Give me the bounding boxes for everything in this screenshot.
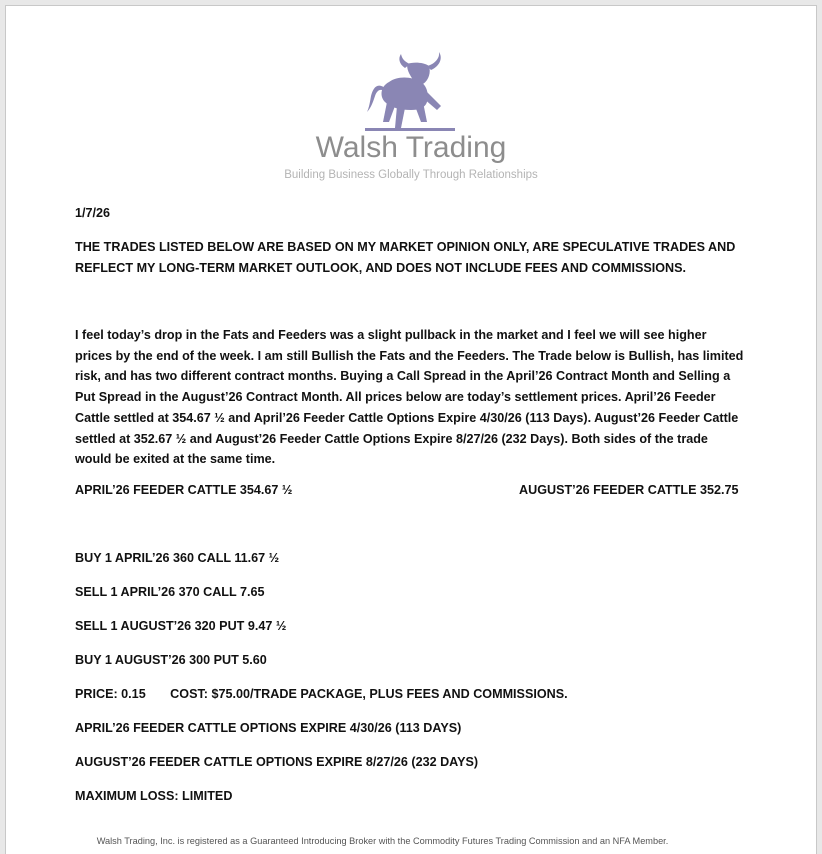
trade-leg: BUY 1 APRIL’26 360 CALL 11.67 ½ <box>75 551 280 565</box>
futures-august-price: AUGUST’26 FEEDER CATTLE 352.75 <box>519 483 739 497</box>
regulatory-footer: Walsh Trading, Inc. is registered as a Guaranteed Introducing Broker with the Commodity Futures Trading Commission and an NFA Member. <box>96 836 669 846</box>
futures-april-price: APRIL’26 FEEDER CATTLE 354.67 ½ <box>75 483 293 497</box>
disclaimer-text: THE TRADES LISTED BELOW ARE BASED ON MY MARKET OPINION ONLY, ARE SPECULATIVE TRADES AND REFLECT MY LONG-TERM MARKET OUTLOOK, AND DOES NOT INCLUDE FEES AND COMMISSIONS. <box>75 240 736 275</box>
document-date: 1/7/26 <box>75 206 111 220</box>
price-cost-line: PRICE: 0.15 COST: $75.00/TRADE PACKAGE, PLUS FEES AND COMMISSIONS. <box>75 687 568 701</box>
market-commentary: I feel today’s drop in the Fats and Feeders was a slight pullback in the market and I feel we will see higher prices by the end of the week. I am still Bullish the Fats and the Feeders. The Trade below is Bullish, has limited risk, and has two different contract months. Buying a Call Spread in the April’26 Contract Month and Selling a Put Spread in the August’26 Contract Month. All prices below are today’s settlement prices. April’26 Feeder Cattle settled at 354.67 ½ and April’26 Feeder Cattle Options Expire 4/30/26 (113 Days). August’26 Feeder Cattle settled at 352.67 ½ and August’26 Feeder Cattle Options Expire 8/27/26 (232 Days). Both sides of the trade would be exited at the same time. <box>75 328 744 467</box>
maximum-loss-line: MAXIMUM LOSS: LIMITED <box>75 789 233 803</box>
april-expiry-line: APRIL’26 FEEDER CATTLE OPTIONS EXPIRE 4/30/26 (113 DAYS) <box>75 721 462 735</box>
company-logo <box>0 0 822 190</box>
brand-tagline: Building Business Globally Through Relationships <box>284 169 538 181</box>
brand-name: Walsh Trading <box>315 131 507 164</box>
trade-leg: SELL 1 APRIL’26 370 CALL 7.65 <box>75 585 265 599</box>
trade-leg: SELL 1 AUGUST’26 320 PUT 9.47 ½ <box>75 619 287 633</box>
trade-leg: BUY 1 AUGUST’26 300 PUT 5.60 <box>75 653 267 667</box>
bull-icon <box>365 52 455 132</box>
august-expiry-line: AUGUST’26 FEEDER CATTLE OPTIONS EXPIRE 8/27/26 (232 DAYS) <box>75 755 479 769</box>
